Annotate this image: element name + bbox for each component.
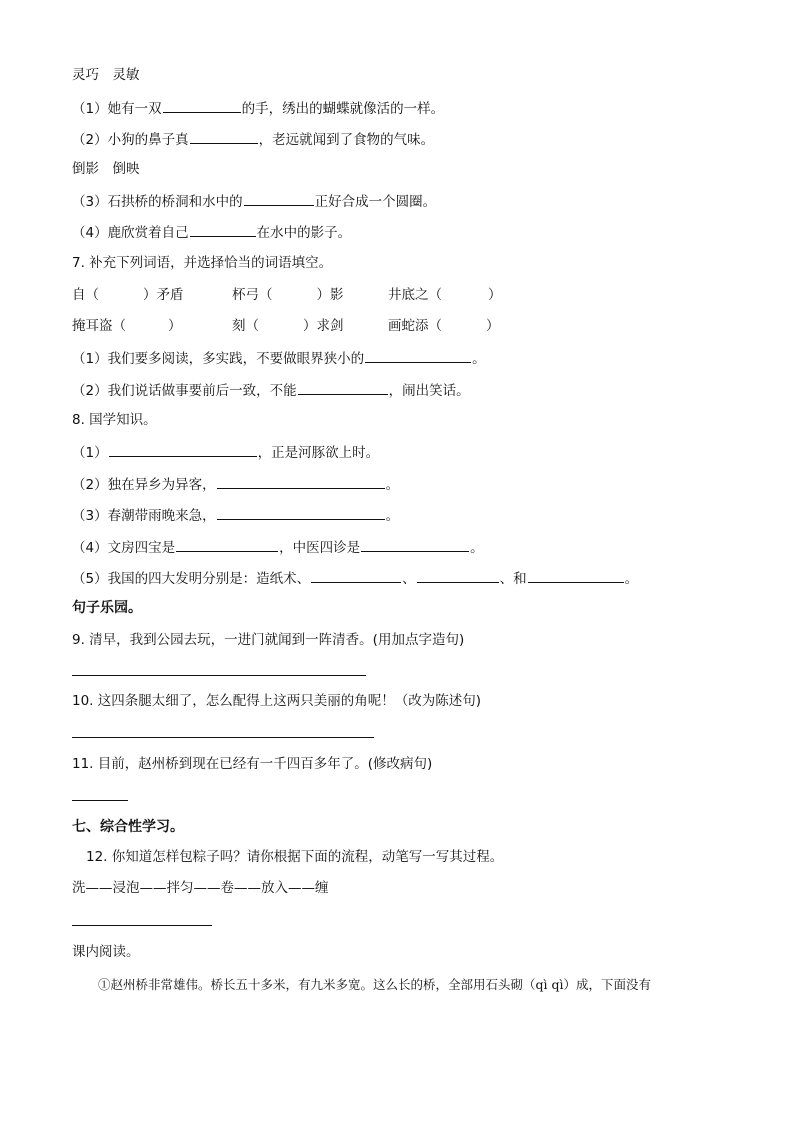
answer-blank[interactable] xyxy=(217,474,385,489)
answer-blank[interactable] xyxy=(244,191,314,206)
section-heading-7: 七、综合性学习。 xyxy=(72,819,184,835)
question-8-line-4: （4）文房四宝是 ，中医四诊是 。 xyxy=(72,537,484,557)
answer-line[interactable] xyxy=(72,675,366,676)
answer-line[interactable] xyxy=(72,737,374,738)
answer-blank[interactable] xyxy=(311,568,401,583)
process-flow: 洗——浸泡——拌匀——卷——放入——缠 xyxy=(72,880,329,896)
question-11: 11. 目前，赵州桥到现在已经有一千四百多年了。(修改病句) xyxy=(72,756,433,772)
idiom-item: 杯弓（ ）影 xyxy=(232,287,344,303)
passage-line-1: ①赵州桥非常雄伟。桥长五十多米，有九米多宽。这么长的桥，全部用石头砌（qì qì）成，下面没有 xyxy=(98,977,651,992)
question-8-line-1: （1） ，正是河豚欲上时。 xyxy=(72,442,379,462)
question-2: （2）小狗的鼻子真 ，老远就闻到了食物的气味。 xyxy=(72,129,434,149)
answer-line[interactable] xyxy=(72,800,128,801)
question-7-sentence-2: （2）我们说话做事要前后一致，不能 ，闹出笑话。 xyxy=(72,380,470,400)
answer-blank[interactable] xyxy=(365,348,471,363)
question-9: 9. 清早，我到公园去玩，一进门就闻到一阵清香。(用加点字造句) xyxy=(72,632,465,648)
idiom-item: 画蛇添（ ） xyxy=(388,318,500,334)
answer-blank[interactable] xyxy=(190,222,256,237)
idiom-row-1 xyxy=(72,286,502,304)
idiom-item: 刻（ ）求剑 xyxy=(232,318,344,334)
answer-line[interactable] xyxy=(72,925,212,926)
idiom-row-2 xyxy=(72,317,500,335)
answer-blank[interactable] xyxy=(417,568,499,583)
answer-blank[interactable] xyxy=(109,442,257,457)
answer-blank[interactable] xyxy=(176,537,278,552)
question-7-sentence-1: （1）我们要多阅读，多实践，不要做眼界狭小的 。 xyxy=(72,348,486,368)
answer-blank[interactable] xyxy=(190,129,258,144)
answer-blank[interactable] xyxy=(163,98,241,113)
question-1: （1）她有一双 的手，绣出的蝴蝶就像活的一样。 xyxy=(72,98,444,118)
section-heading-sentences: 句子乐园。 xyxy=(72,600,142,616)
question-8-line-2: （2）独在异乡为异客， 。 xyxy=(72,474,399,494)
idiom-item: 掩耳盗（ ） xyxy=(72,318,182,334)
question-7-title: 7. 补充下列词语，并选择恰当的词语填空。 xyxy=(72,255,333,271)
question-4: （4）鹿欣赏着自己 在水中的影子。 xyxy=(72,222,351,242)
answer-blank[interactable] xyxy=(217,505,385,520)
word-pair-2: 倒影 倒映 xyxy=(72,161,140,177)
idiom-item: 自（ ）矛盾 xyxy=(72,287,184,303)
word-pair-1: 灵巧 灵敏 xyxy=(72,67,140,83)
question-3: （3）石拱桥的桥洞和水中的 正好合成一个圆圈。 xyxy=(72,191,436,211)
question-12: 12. 你知道怎样包粽子吗？请你根据下面的流程，动笔写一写其过程。 xyxy=(86,849,504,865)
question-8-line-5: （5）我国的四大发明分别是：造纸术、 、 、和 。 xyxy=(72,568,638,588)
reading-section-title: 课内阅读。 xyxy=(72,944,140,960)
question-10: 10. 这四条腿太细了，怎么配得上这两只美丽的角呢！（改为陈述句) xyxy=(72,693,482,709)
answer-blank[interactable] xyxy=(528,568,624,583)
answer-blank[interactable] xyxy=(298,380,388,395)
question-8-title: 8. 国学知识。 xyxy=(72,412,157,428)
question-8-line-3: （3）春潮带雨晚来急， 。 xyxy=(72,505,399,525)
idiom-item: 井底之（ ） xyxy=(388,287,502,303)
answer-blank[interactable] xyxy=(361,537,469,552)
